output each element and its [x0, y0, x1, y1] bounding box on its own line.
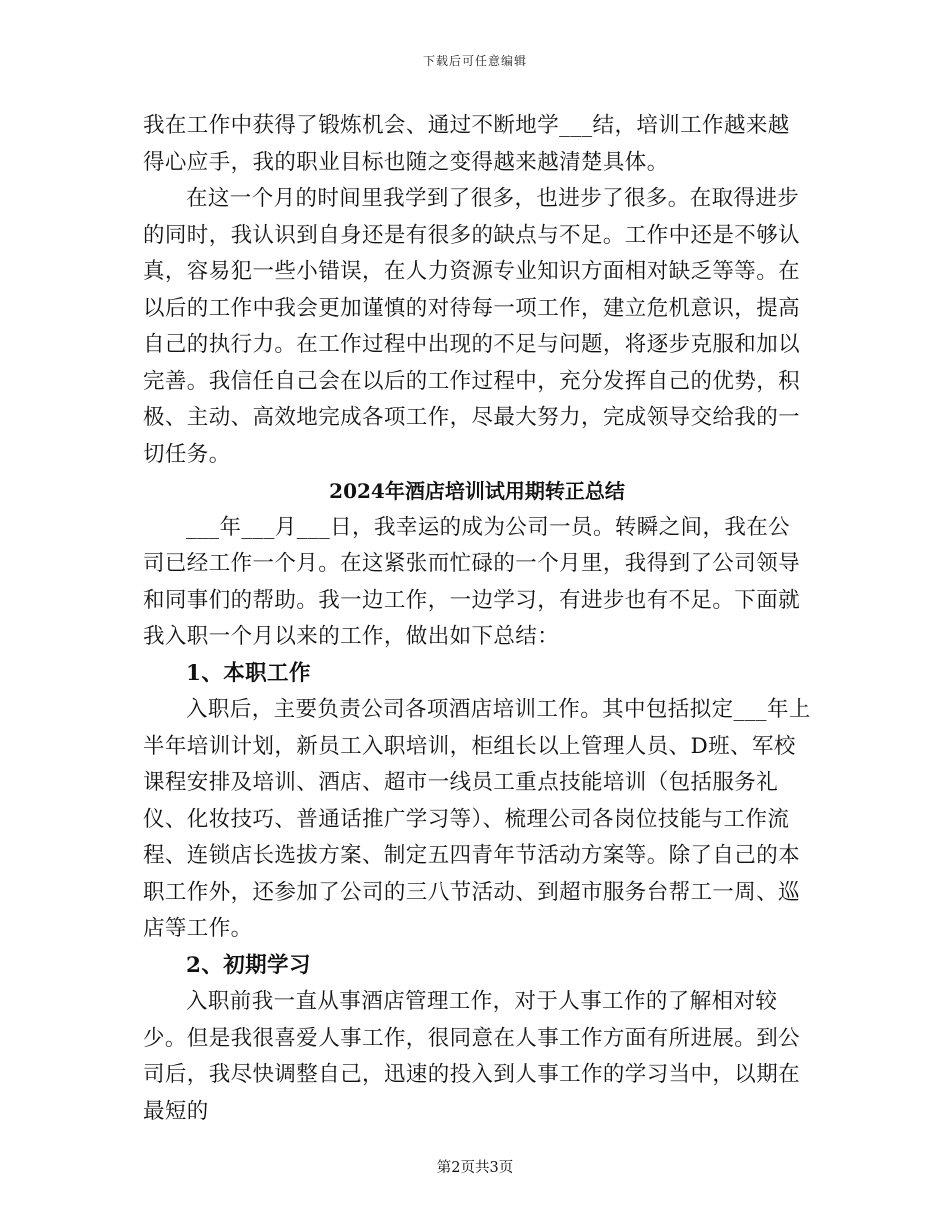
intro-paragraph: ___年___月___日，我幸运的成为公司一员。转瞬之间，我在公司已经工作一个月。在这紧张而忙碌的一个月里，我得到了公司领导和同事们的帮助。我一边工作，一边学习，有进步也有不足。下面就我入职一个月以来的工作，做出如下总结： — [143, 514, 801, 649]
learning-paragraph: 入职前我一直从事酒店管理工作，对于人事工作的了解相对较少。但是我很喜爱人事工作，很同意在人事工作方面有所进展。到公司后，我尽快调整自己，迅速的投入到人事工作的学习当中，以期在最短的 — [143, 989, 801, 1124]
document-title: 2024年酒店培训试用期转正总结 — [329, 479, 625, 503]
reflection-paragraph: 在这一个月的时间里我学到了很多，也进步了很多。在取得进步的同时，我认识到自身还是有很多的缺点与不足。工作中还是不够认真，容易犯一些小错误，在人力资源专业知识方面相对缺乏等等。在以后的工作中我会更加谨慎的对待每一项工作，建立危机意识，提高自己的执行力。在工作过程中出现的不足与问题，将逐步克服和加以完善。我信任自己会在以后的工作过程中，充分发挥自己的优势，积极、主动、高效地完成各项工作，尽最大努力，完成领导交给我的一切任务。 — [143, 186, 801, 467]
duties-paragraph: 入职后，主要负责公司各项酒店培训工作。其中包括拟定___年上半年培训计划，新员工入职培训，柜组长以上管理人员、D班、军校课程安排及培训、酒店、超市一线员工重点技能培训（包括服务礼仪、化妆技巧、普通话推广学习等）、梳理公司各岗位技能与工作流程、连锁店长选拔方案、制定五四青年节活动方案等。除了自己的本职工作外，还参加了公司的三八节活动、到超市服务台帮工一周、巡店等工作。 — [143, 697, 811, 941]
section-heading-duties: 1、本职工作 — [186, 660, 311, 686]
section-heading-learning: 2、初期学习 — [186, 952, 311, 978]
document-body — [143, 108, 811, 1130]
page-number: 第2页共3页 — [436, 1160, 514, 1176]
page-header-note: 下载后可任意编辑 — [422, 54, 527, 68]
continuation-paragraph: 我在工作中获得了锻炼机会、通过不断地学___结，培训工作越来越得心应手，我的职业目标也随之变得越来越清楚具体。 — [143, 113, 790, 175]
